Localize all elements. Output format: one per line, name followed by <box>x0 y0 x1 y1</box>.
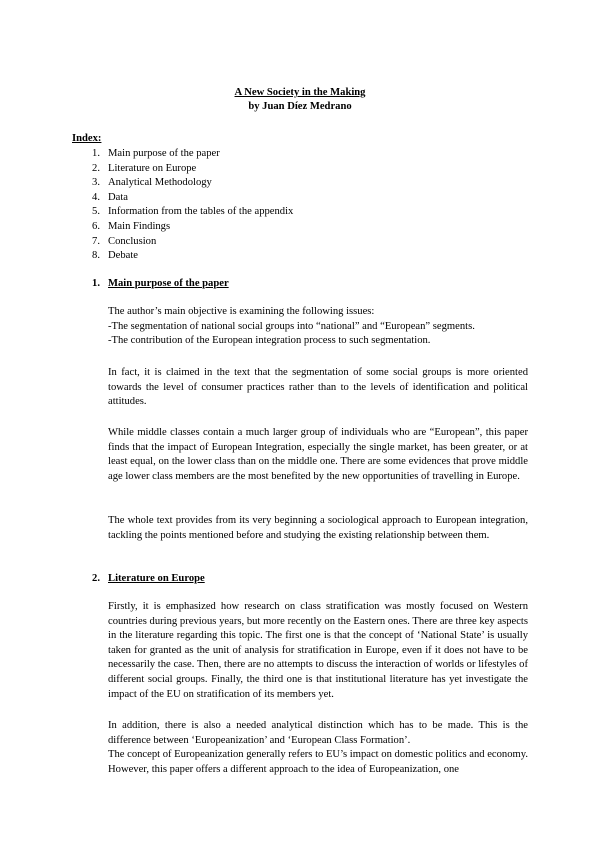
index-item: 4. Data <box>92 191 128 203</box>
index-item: 8. Debate <box>92 250 138 262</box>
index-item: 6. Main Findings <box>92 220 171 232</box>
section-2-heading: 2. Literature on Europe <box>92 573 205 584</box>
section-2-paragraph-2: In addition, there is also a needed analytical distinction which has to be made. This is the difference between ‘Europeanization’ and ‘European Class Formation’. The concept of Europeanization generally refers to EU’s impact on domestic politics and economy. However, this paper offers a different approach to the idea of Europeanization, one <box>108 720 528 775</box>
index-item: 1. Main purpose of the paper <box>92 148 220 159</box>
document-title: A New Society in the Making <box>234 87 366 98</box>
index-item: 2. Literature on Europe <box>92 162 197 174</box>
index-item: 7. Conclusion <box>92 235 157 247</box>
section-1-paragraph-1: The author’s main objective is examining the following issues: -The segmentation of national social groups into “national” and “European” segments. -The contribution of the European integration process to such segmentation. <box>108 306 475 347</box>
index-heading: Index: <box>72 133 102 144</box>
index-item: 5. Information from the tables of the appendix <box>92 206 294 218</box>
section-1-paragraph-3: While middle classes contain a much larger group of individuals who are “European”, this paper finds that the impact of European Integration, especially the single market, has been greater, or at least equal, on the lower class than on the middle one. There are some evidences that prove middle age lower class members are the most benefited by the new opportunities of travelling in Europe. <box>108 427 528 482</box>
index-item: 3. Analytical Methodology <box>92 177 212 189</box>
section-1-paragraph-4: The whole text provides from its very beginning a sociological approach to European integration, tackling the points mentioned before and studying the existing relationship between them. <box>108 515 528 541</box>
section-1-paragraph-2: In fact, it is claimed in the text that the segmentation of some social groups is more oriented towards the level of consumer practices rather than to the levels of identification and political attitudes. <box>108 367 528 408</box>
document-author: by Juan Díez Medrano <box>248 101 352 112</box>
section-2-paragraph-1: Firstly, it is emphasized how research on class stratification was mostly focused on Western countries during previous years, but more recently on the Eastern ones. There are three key aspects in the literature regarding this topic. The first one is that the concept of ‘National State’ is usually taken for granted as the unit of analysis for stratification in Europe, even if it does not have to be necessarily the case. Then, there are no attempts to discuss the interaction of worlds or lifestyles of different social groups. Finally, the third one is that institutional literature has yet investigate the impact of the EU on stratification of its members yet. <box>108 601 528 700</box>
section-1-heading: 1. Main purpose of the paper <box>92 278 229 289</box>
index-list <box>72 147 293 264</box>
